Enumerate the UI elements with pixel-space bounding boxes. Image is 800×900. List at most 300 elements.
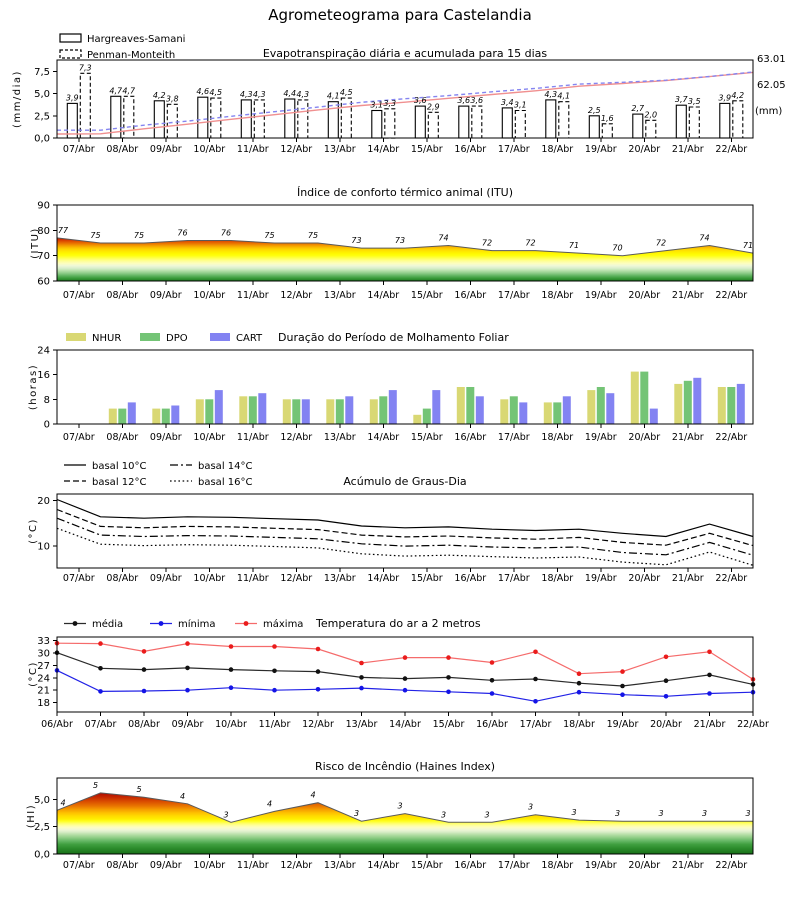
point-value-label: 3 — [658, 809, 664, 819]
bar-NHUR — [239, 396, 247, 424]
bar-value-label: 3,3 — [383, 98, 397, 108]
marker-máxima — [707, 650, 712, 655]
marker-mínima — [185, 688, 190, 693]
bar-NHUR — [152, 409, 160, 424]
x-tick-label: 20/Abr — [628, 860, 661, 871]
axis-box — [57, 350, 753, 424]
bar-value-label: 3,9 — [718, 93, 732, 103]
bar-Penman-Monteith — [559, 102, 569, 138]
bar-NHUR — [500, 399, 508, 424]
x-tick-label: 14/Abr — [367, 432, 400, 443]
evapo-y-axis-label: (mm/dia) — [12, 70, 23, 128]
bar-value-label: 3,9 — [65, 93, 79, 103]
bar-value-label: 1,6 — [600, 113, 614, 123]
marker-mínima — [403, 688, 408, 693]
y-tick-label: 60 — [37, 276, 50, 288]
x-tick-label: 20/Abr — [650, 719, 682, 730]
x-tick-label: 12/Abr — [280, 573, 313, 584]
haines-title: Risco de Incêndio (Haines Index) — [314, 760, 496, 773]
x-tick-label: 17/Abr — [497, 573, 530, 584]
bar-value-label: 7,3 — [78, 63, 92, 73]
bar-DPO — [727, 387, 735, 424]
x-tick-label: 10/Abr — [215, 719, 247, 730]
x-tick-label: 13/Abr — [323, 432, 356, 443]
basal12-legend-label: basal 12°C — [92, 477, 147, 488]
marker-máxima — [316, 647, 321, 652]
marker-média — [403, 676, 408, 681]
bar-value-label: 4,1 — [326, 91, 340, 101]
marker-máxima — [142, 649, 147, 654]
y-tick-label: 0,0 — [34, 849, 50, 861]
x-tick-label: 22/Abr — [715, 860, 748, 871]
line-basal 10°C — [57, 500, 753, 537]
x-tick-label: 14/Abr — [389, 719, 421, 730]
x-tick-label: 16/Abr — [476, 719, 508, 730]
x-tick-label: 20/Abr — [628, 573, 661, 584]
marker-média — [664, 678, 669, 683]
x-tick-label: 20/Abr — [628, 290, 661, 301]
x-tick-label: 17/Abr — [497, 860, 530, 871]
haines-y-axis-label: (HI) — [26, 803, 37, 829]
x-tick-label: 16/Abr — [454, 573, 487, 584]
y-tick-label: 10 — [37, 541, 50, 553]
bar-value-label: 4,5 — [209, 88, 223, 98]
x-tick-label: 14/Abr — [367, 860, 400, 871]
bar-value-label: 3,1 — [370, 100, 384, 110]
evapo-legend — [60, 34, 185, 61]
bar-Penman-Monteith — [646, 120, 656, 138]
hargreaves-legend-label: Hargreaves-Samani — [87, 34, 186, 45]
point-value-label: 76 — [220, 228, 232, 238]
x-tick-label: 12/Abr — [280, 432, 313, 443]
x-tick-label: 11/Abr — [236, 432, 269, 443]
point-value-label: 3 — [571, 808, 577, 818]
bar-DPO — [466, 387, 474, 424]
y-tick-label: 2,5 — [34, 822, 50, 834]
bar-CART — [476, 396, 484, 424]
marker-média — [272, 669, 277, 674]
bar-DPO — [553, 402, 561, 424]
gdd-y-axis-label: (°C) — [28, 518, 39, 544]
marker-mínima — [577, 690, 582, 695]
basal10-legend-label: basal 10°C — [92, 461, 147, 472]
x-tick-label: 12/Abr — [302, 719, 334, 730]
bar-value-label: 4,2 — [731, 90, 745, 100]
y-tick-label: 7,5 — [34, 67, 50, 78]
point-value-label: 71 — [742, 241, 754, 251]
penman-total-label: 62.05 — [757, 80, 786, 91]
x-tick-label: 11/Abr — [236, 573, 269, 584]
point-value-label: 76 — [177, 228, 188, 238]
x-tick-label: 22/Abr — [715, 144, 748, 155]
x-tick-label: 18/Abr — [541, 290, 574, 301]
bar-NHUR — [674, 384, 682, 424]
x-tick-label: 06/Abr — [41, 719, 73, 730]
marker-média — [98, 666, 103, 671]
x-tick-label: 21/Abr — [671, 290, 704, 301]
x-tick-label: 09/Abr — [171, 719, 204, 730]
point-value-label: 74 — [438, 233, 449, 243]
bar-Hargreaves-Samani — [241, 100, 251, 138]
marker-máxima — [272, 644, 277, 649]
x-tick-label: 19/Abr — [584, 573, 617, 584]
bar-Penman-Monteith — [298, 100, 308, 138]
bar-value-label: 3,4 — [500, 97, 514, 107]
point-value-label: 3 — [745, 809, 751, 819]
x-tick-label: 11/Abr — [236, 290, 269, 301]
x-tick-label: 10/Abr — [193, 144, 226, 155]
y-tick-label: 8 — [43, 394, 50, 406]
evapo-title: Evapotranspiração diária e acumulada para 15 dias — [262, 47, 548, 60]
marker-mínima — [707, 691, 712, 696]
y-tick-label: 24 — [37, 673, 50, 685]
temp-y-axis-label: (°C) — [28, 661, 39, 687]
accumulated-unit-label: (mm) — [755, 106, 783, 117]
leaf-wetness-chart — [0, 322, 800, 446]
bar-Penman-Monteith — [472, 106, 482, 138]
bar-CART — [389, 390, 397, 424]
marker-mínima — [664, 694, 669, 699]
x-tick-label: 09/Abr — [149, 432, 182, 443]
bar-NHUR — [718, 387, 726, 424]
marker-máxima — [403, 655, 408, 660]
x-tick-label: 10/Abr — [193, 432, 226, 443]
marker-mínima — [316, 687, 321, 692]
point-value-label: 3 — [397, 801, 403, 811]
fire-risk-chart — [0, 752, 800, 880]
media-legend-label: média — [92, 619, 124, 630]
x-tick-label: 15/Abr — [432, 719, 465, 730]
x-tick-label: 07/Abr — [62, 144, 95, 155]
itu-title: Índice de conforto térmico animal (ITU) — [296, 186, 514, 199]
x-tick-label: 13/Abr — [323, 573, 356, 584]
penman-legend-label: Penman-Monteith — [87, 50, 176, 61]
bar-value-label: 4,3 — [296, 89, 310, 99]
point-value-label: 72 — [525, 238, 536, 248]
bar-CART — [519, 402, 527, 424]
x-tick-label: 11/Abr — [258, 719, 291, 730]
x-tick-label: 14/Abr — [367, 573, 400, 584]
x-tick-label: 14/Abr — [367, 144, 400, 155]
bar-value-label: 3,6 — [470, 96, 484, 106]
dpm-y-axis-label: (horas) — [28, 363, 39, 411]
x-tick-label: 10/Abr — [193, 290, 226, 301]
y-tick-label: 30 — [37, 648, 50, 660]
x-tick-label: 09/Abr — [149, 860, 182, 871]
bar-value-label: 4,4 — [283, 89, 297, 98]
line-mínima — [57, 670, 753, 701]
haines-plot-area — [34, 778, 753, 871]
marker-mínima — [446, 690, 451, 695]
maxima-legend-label: máxima — [263, 619, 304, 630]
bar-Hargreaves-Samani — [415, 106, 425, 138]
bar-Penman-Monteith — [602, 124, 612, 138]
point-value-label: 72 — [481, 238, 493, 248]
bar-CART — [302, 399, 310, 424]
nhur-legend-label: NHUR — [92, 333, 122, 344]
bar-Hargreaves-Samani — [372, 111, 382, 139]
bar-value-label: 2,5 — [587, 105, 601, 115]
bar-value-label: 4,1 — [557, 91, 571, 101]
bar-CART — [737, 384, 745, 424]
y-tick-label: 5,0 — [34, 794, 50, 806]
bar-NHUR — [544, 402, 552, 424]
minima-legend-label: mínima — [178, 619, 216, 630]
x-tick-label: 21/Abr — [671, 432, 704, 443]
marker-máxima — [577, 671, 582, 676]
figure-title: Agrometeograma para Castelandia — [268, 6, 532, 24]
bar-value-label: 2,7 — [631, 104, 645, 114]
bar-NHUR — [457, 387, 465, 424]
temp-title: Temperatura do ar a 2 metros — [316, 617, 481, 630]
x-tick-label: 19/Abr — [584, 432, 617, 443]
bar-CART — [171, 406, 179, 425]
bar-DPO — [336, 399, 344, 424]
x-tick-label: 15/Abr — [410, 290, 443, 301]
bar-value-label: 2,9 — [426, 102, 440, 112]
bar-DPO — [292, 399, 300, 424]
point-value-label: 4 — [179, 791, 186, 801]
cart-legend-label: CART — [236, 333, 263, 344]
marker-máxima — [98, 641, 103, 646]
point-value-label: 3 — [527, 802, 534, 812]
media-legend-marker — [73, 621, 78, 626]
bar-Penman-Monteith — [689, 107, 699, 138]
bar-CART — [258, 393, 266, 424]
marker-máxima — [446, 655, 451, 660]
marker-média — [359, 675, 364, 680]
bar-Penman-Monteith — [254, 100, 264, 138]
evapotranspiration-chart — [0, 26, 800, 166]
bar-Hargreaves-Samani — [633, 114, 643, 138]
bar-value-label: 3,6 — [413, 96, 427, 106]
marker-máxima — [359, 661, 364, 666]
marker-média — [316, 669, 321, 674]
bar-CART — [563, 396, 571, 424]
bar-value-label: 3,5 — [687, 97, 701, 106]
y-tick-label: 27 — [37, 660, 50, 672]
bar-value-label: 4,6 — [196, 87, 210, 97]
x-tick-label: 19/Abr — [584, 860, 617, 871]
x-tick-label: 14/Abr — [367, 290, 400, 301]
marker-máxima — [229, 644, 234, 649]
nhur-legend-swatch — [66, 333, 86, 341]
marker-média — [490, 678, 495, 683]
bar-Hargreaves-Samani — [154, 101, 164, 138]
bar-Penman-Monteith — [385, 109, 395, 138]
bar-value-label: 4,5 — [339, 88, 353, 98]
gdd-title: Acúmulo de Graus-Dia — [343, 475, 467, 488]
degree-days-chart — [0, 456, 800, 588]
x-tick-label: 18/Abr — [541, 144, 574, 155]
point-value-label: 3 — [440, 810, 447, 820]
x-tick-label: 21/Abr — [693, 719, 726, 730]
x-tick-label: 22/Abr — [737, 719, 769, 730]
minima-legend-marker — [159, 621, 164, 626]
y-tick-label: 2,5 — [34, 111, 50, 123]
bar-value-label: 4,3 — [239, 89, 253, 99]
x-tick-label: 18/Abr — [541, 860, 574, 871]
bar-Penman-Monteith — [80, 73, 90, 138]
x-tick-label: 15/Abr — [410, 860, 443, 871]
x-tick-label: 16/Abr — [454, 290, 487, 301]
marker-máxima — [664, 655, 669, 660]
bar-Hargreaves-Samani — [328, 102, 338, 138]
point-value-label: 70 — [612, 243, 623, 253]
y-tick-label: 70 — [37, 251, 50, 263]
itu-chart — [0, 180, 800, 310]
point-value-label: 4 — [310, 790, 316, 800]
bar-NHUR — [631, 372, 639, 424]
marker-mínima — [142, 689, 147, 694]
bar-value-label: 4,3 — [252, 89, 266, 99]
bar-Hargreaves-Samani — [502, 108, 512, 138]
y-tick-label: 21 — [37, 685, 50, 697]
point-value-label: 3 — [484, 810, 490, 820]
marker-mínima — [359, 686, 364, 691]
marker-média — [533, 677, 538, 682]
x-tick-label: 12/Abr — [280, 144, 313, 155]
bar-NHUR — [196, 399, 204, 424]
bar-value-label: 3,1 — [513, 100, 527, 110]
x-tick-label: 07/Abr — [62, 860, 95, 871]
x-tick-label: 18/Abr — [563, 719, 595, 730]
bar-Hargreaves-Samani — [676, 105, 686, 138]
marker-mínima — [98, 689, 103, 694]
bar-value-label: 4,7 — [109, 86, 123, 96]
x-tick-label: 17/Abr — [519, 719, 552, 730]
itu-plot-area — [37, 201, 753, 302]
marker-média — [142, 667, 147, 672]
basal16-legend-label: basal 16°C — [198, 477, 253, 488]
point-value-label: 4 — [266, 799, 273, 809]
bar-Hargreaves-Samani — [198, 97, 208, 138]
x-tick-label: 13/Abr — [323, 860, 356, 871]
bar-NHUR — [326, 399, 334, 424]
point-value-label: 5 — [92, 780, 99, 790]
bar-CART — [606, 393, 614, 424]
bar-Penman-Monteith — [124, 96, 134, 138]
x-tick-label: 18/Abr — [541, 432, 574, 443]
point-value-label: 3 — [353, 809, 360, 819]
bar-value-label: 3,7 — [674, 95, 688, 105]
bar-DPO — [379, 396, 387, 424]
point-value-label: 4 — [60, 798, 66, 808]
x-tick-label: 21/Abr — [671, 573, 704, 584]
marker-máxima — [490, 660, 495, 665]
x-tick-label: 07/Abr — [62, 573, 95, 584]
bar-Hargreaves-Samani — [285, 99, 295, 138]
x-tick-label: 12/Abr — [280, 290, 313, 301]
marker-mínima — [272, 688, 277, 693]
marker-média — [707, 673, 712, 678]
point-value-label: 75 — [90, 231, 101, 240]
x-tick-label: 19/Abr — [606, 719, 639, 730]
y-tick-label: 18 — [37, 698, 50, 709]
bar-CART — [693, 378, 701, 424]
x-tick-label: 22/Abr — [715, 432, 748, 443]
y-tick-label: 20 — [37, 495, 50, 507]
point-value-label: 74 — [699, 233, 710, 243]
bar-DPO — [684, 381, 692, 424]
x-tick-label: 12/Abr — [280, 860, 313, 871]
x-tick-label: 15/Abr — [410, 144, 443, 155]
cart-legend-swatch — [210, 333, 230, 341]
x-tick-label: 07/Abr — [62, 290, 95, 301]
x-tick-label: 22/Abr — [715, 573, 748, 584]
bar-value-label: 4,7 — [122, 86, 136, 96]
x-tick-label: 20/Abr — [628, 144, 661, 155]
dpm-plot-area — [37, 346, 753, 444]
temp-legend — [64, 618, 303, 630]
y-tick-label: 5,0 — [34, 89, 50, 101]
bar-Penman-Monteith — [733, 101, 743, 138]
point-value-label: 73 — [394, 236, 406, 246]
x-tick-label: 08/Abr — [106, 290, 139, 301]
hargreaves-total-label: 63.01 — [757, 54, 786, 65]
bar-Hargreaves-Samani — [589, 116, 599, 138]
marker-média — [620, 684, 625, 689]
dpm-title: Duração do Período de Molhamento Foliar — [278, 331, 509, 344]
x-tick-label: 21/Abr — [671, 860, 704, 871]
x-tick-label: 10/Abr — [193, 860, 226, 871]
x-tick-label: 17/Abr — [497, 290, 530, 301]
x-tick-label: 09/Abr — [149, 290, 182, 301]
penman-legend-swatch — [60, 50, 81, 58]
bar-NHUR — [413, 415, 421, 424]
x-tick-label: 21/Abr — [671, 144, 704, 155]
point-value-label: 77 — [57, 225, 69, 235]
x-tick-label: 08/Abr — [106, 432, 139, 443]
marker-média — [446, 675, 451, 680]
point-value-label: 75 — [264, 231, 275, 240]
point-value-label: 3 — [223, 810, 229, 820]
y-tick-label: 24 — [37, 345, 50, 357]
point-value-label: 75 — [307, 231, 319, 240]
bar-Hargreaves-Samani — [720, 103, 730, 138]
point-value-label: 5 — [136, 785, 142, 795]
marker-mínima — [490, 691, 495, 696]
dpo-legend-label: DPO — [166, 333, 188, 344]
x-tick-label: 17/Abr — [497, 144, 530, 155]
x-tick-label: 20/Abr — [628, 432, 661, 443]
bar-Hargreaves-Samani — [459, 106, 469, 138]
marker-máxima — [185, 641, 190, 646]
evapo-plot-area — [34, 60, 753, 155]
dpo-legend-swatch — [140, 333, 160, 341]
x-tick-label: 09/Abr — [149, 573, 182, 584]
x-tick-label: 10/Abr — [193, 573, 226, 584]
y-tick-label: 16 — [37, 370, 50, 382]
point-value-label: 73 — [351, 236, 362, 246]
bar-DPO — [205, 399, 213, 424]
bar-NHUR — [370, 399, 378, 424]
y-tick-label: 90 — [37, 200, 50, 212]
haines-area-fill — [57, 790, 753, 854]
temp-plot-area — [37, 636, 769, 730]
line-basal 16°C — [57, 528, 753, 565]
gdd-plot-area — [37, 494, 753, 584]
y-tick-label: 80 — [37, 225, 50, 237]
x-tick-label: 08/Abr — [128, 719, 160, 730]
x-tick-label: 13/Abr — [323, 290, 356, 301]
bar-Penman-Monteith — [428, 112, 438, 138]
y-tick-label: 0 — [43, 419, 50, 431]
x-tick-label: 07/Abr — [84, 719, 117, 730]
bar-Hargreaves-Samani — [546, 100, 556, 138]
point-value-label: 71 — [568, 241, 580, 251]
itu-y-axis-label: (ITU) — [30, 227, 41, 259]
